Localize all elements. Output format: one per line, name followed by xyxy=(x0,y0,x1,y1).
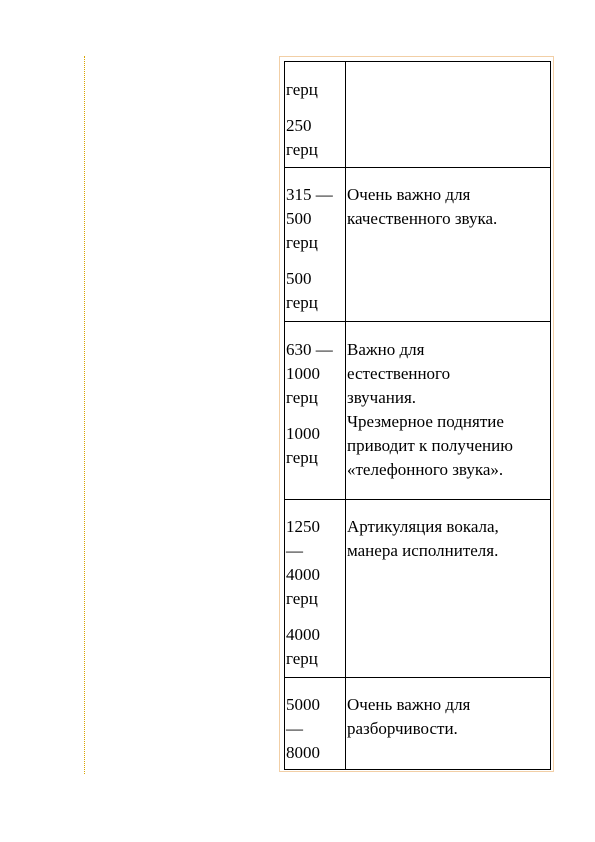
frequency-main xyxy=(286,693,344,765)
text-line: 315 — xyxy=(286,185,333,204)
text-line: — xyxy=(286,719,303,738)
text-line: Очень важно для xyxy=(347,695,471,714)
text-line: приводит к получению xyxy=(347,436,513,455)
frequency-main xyxy=(286,78,344,102)
text-line: — xyxy=(286,541,303,560)
text-line: Чрезмерное поднятие xyxy=(347,412,504,431)
frequency-table xyxy=(284,61,551,770)
text-line: качественного звука. xyxy=(347,209,498,228)
text-line: 5000 xyxy=(286,695,320,714)
text-line: 1000 xyxy=(286,364,320,383)
text-line: 4000 xyxy=(286,565,320,584)
frequency-cell xyxy=(285,500,346,678)
frequency-main xyxy=(286,515,344,611)
description-cell xyxy=(346,62,551,168)
frequency-alt xyxy=(286,114,344,162)
description-cell xyxy=(346,500,551,678)
text-line: Очень важно для xyxy=(347,185,471,204)
description-cell xyxy=(346,168,551,322)
text-line: «телефонного звука». xyxy=(347,460,504,479)
text-line: манера исполнителя. xyxy=(347,541,499,560)
text-line: герц xyxy=(286,233,318,252)
text-line: Важно для xyxy=(347,340,425,359)
text-line: герц xyxy=(286,293,318,312)
frequency-cell xyxy=(285,62,346,168)
frequency-cell xyxy=(285,322,346,500)
frequency-cell xyxy=(285,678,346,770)
text-line: 1000 xyxy=(286,424,320,443)
text-line: Артикуляция вокала, xyxy=(347,517,499,536)
frequency-alt xyxy=(286,267,344,315)
text-line: 8000 xyxy=(286,743,320,762)
table-row xyxy=(285,322,551,500)
frequency-main xyxy=(286,338,344,410)
text-line: звучания. xyxy=(347,388,417,407)
text-line: 250 xyxy=(286,116,312,135)
text-line: герц xyxy=(286,589,318,608)
text-line: герц xyxy=(286,649,318,668)
text-line: 500 xyxy=(286,269,312,288)
text-line: 630 — xyxy=(286,340,333,359)
frequency-main xyxy=(286,183,344,255)
table-row xyxy=(285,62,551,168)
text-line: герц xyxy=(286,80,318,99)
text-line: 1250 xyxy=(286,517,320,536)
text-line: герц xyxy=(286,388,318,407)
text-line: 500 xyxy=(286,209,312,228)
text-line: герц xyxy=(286,140,318,159)
text-line: разборчивости. xyxy=(347,719,458,738)
table-row xyxy=(285,168,551,322)
text-line: естественного xyxy=(347,364,451,383)
description-cell xyxy=(346,322,551,500)
text-line: 4000 xyxy=(286,625,320,644)
margin-guide-line xyxy=(84,56,85,774)
table-row xyxy=(285,500,551,678)
frequency-alt xyxy=(286,422,344,470)
description-cell xyxy=(346,678,551,770)
frequency-alt xyxy=(286,623,344,671)
frequency-cell xyxy=(285,168,346,322)
table-row xyxy=(285,678,551,770)
text-line: герц xyxy=(286,448,318,467)
